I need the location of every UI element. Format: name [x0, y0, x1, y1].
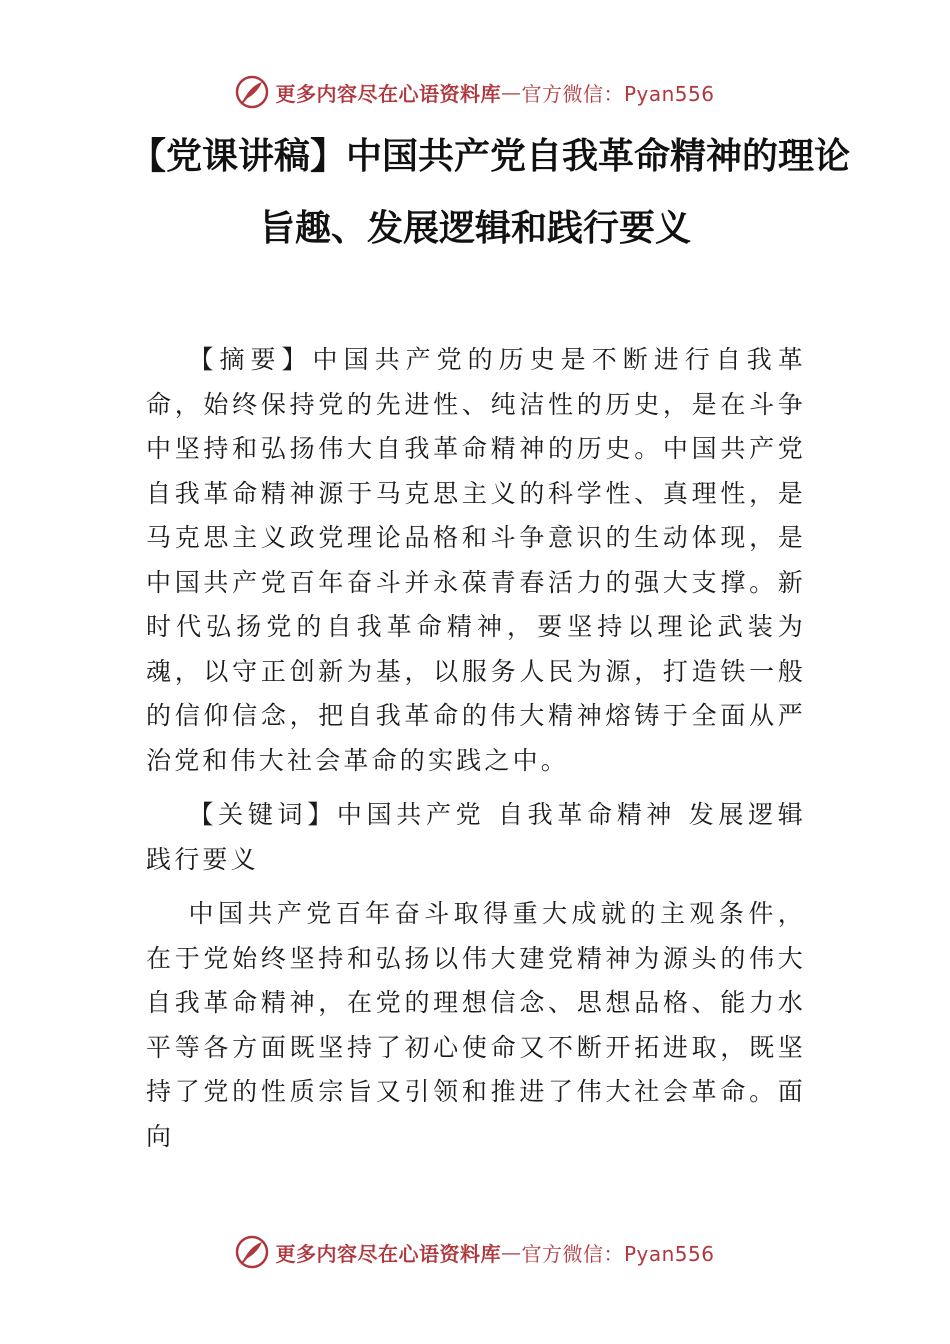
feather-logo-icon: [235, 1235, 269, 1269]
banner-site-text: 更多内容尽在心语资料库: [275, 81, 501, 106]
banner-wechat-text: 官方微信：Pyan556: [521, 81, 715, 106]
banner-wechat-text: 官方微信：Pyan556: [521, 1241, 715, 1266]
document-title-line-1: 【党课讲稿】中国共产党自我革命精神的理论: [130, 136, 851, 177]
header-banner: [0, 72, 950, 112]
abstract-paragraph: 【摘要】中国共产党的历史是不断进行自我革命，始终保持党的先进性、纯洁性的历史，是在斗争中坚持和弘扬伟大自我革命精神的历史。中国共产党自我革命精神源于马克思主义的科学性、真理性，是马克思主义政党理论品格和斗争意识的生动体现，是中国共产党百年奋斗并永葆青春活力的强大支撑。新时代弘扬党的自我革命精神，要坚持以理论武装为魂，以守正创新为基，以服务人民为源，打造铁一般的信仰信念，把自我革命的伟大精神熔铸于全面从严治党和伟大社会革命的实践之中。: [146, 345, 806, 775]
banner-separator: —: [500, 80, 522, 104]
footer-banner: [0, 1232, 950, 1272]
document-title-line-2: 旨趣、发展逻辑和践行要义: [258, 208, 691, 249]
keywords-paragraph: 【关键词】中国共产党 自我革命精神 发展逻辑 践行要义: [146, 800, 806, 874]
document-body: [146, 338, 806, 1169]
body-paragraph: 中国共产党百年奋斗取得重大成就的主观条件，在于党始终坚持和弘扬以伟大建党精神为源头的伟大自我革命精神，在党的理想信念、思想品格、能力水平等各方面既坚持了初心使命又不断开拓进取，既坚持了党的性质宗旨又引领和推进了伟大社会革命。面向: [146, 899, 806, 1151]
banner-separator: —: [500, 1240, 522, 1264]
feather-logo-icon: [235, 75, 269, 109]
banner-site-text: 更多内容尽在心语资料库: [275, 1241, 501, 1266]
